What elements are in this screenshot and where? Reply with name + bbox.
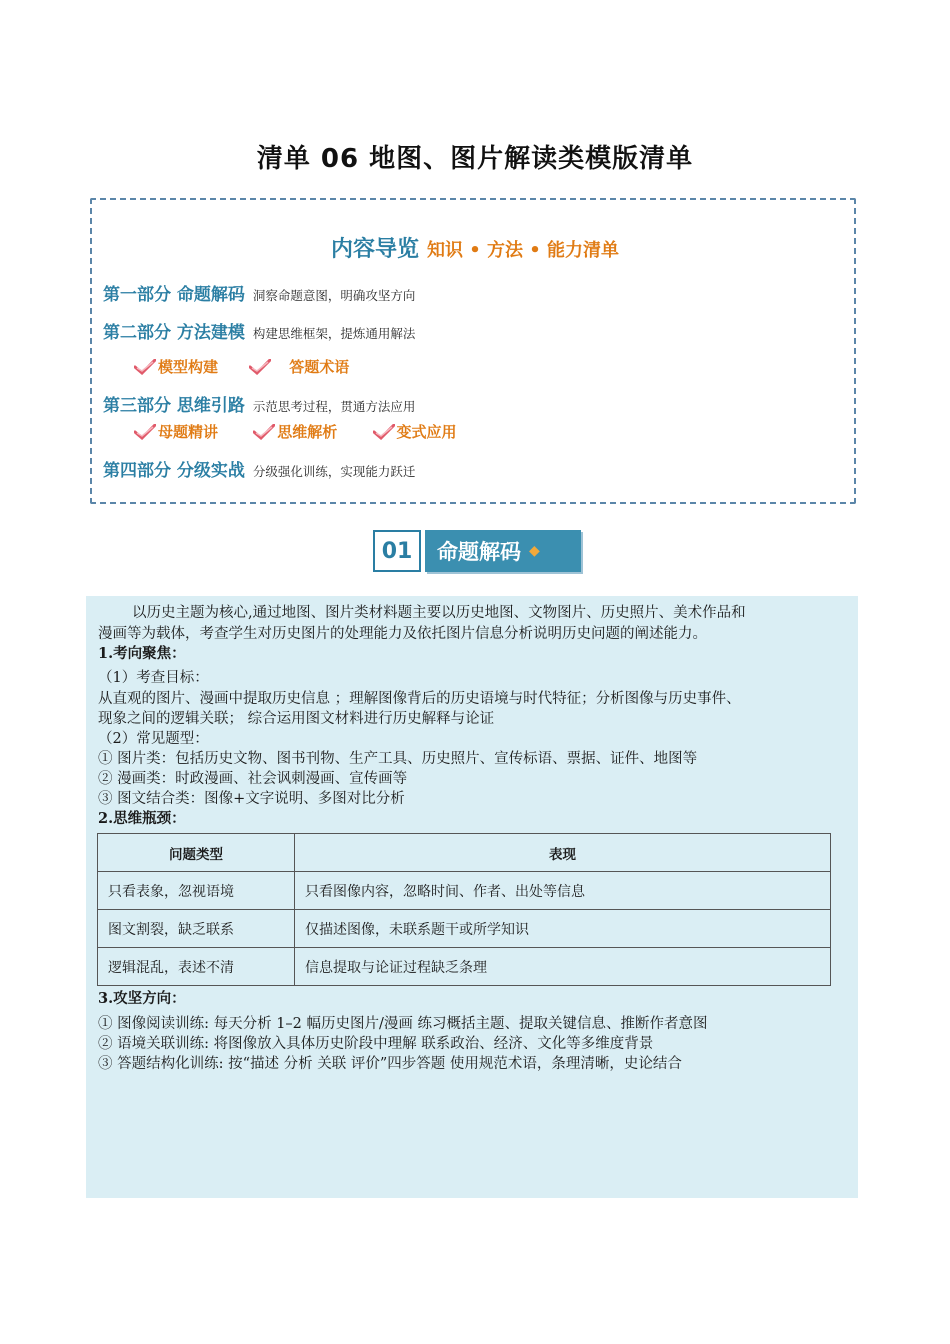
part-3 (103, 391, 415, 416)
check-icon (373, 424, 395, 440)
tag-label: 思维解析 (277, 423, 338, 441)
page-title: 清单 06 地图、图片解读类模版清单 (256, 144, 694, 174)
table-cell: 只看表象，忽视语境 (98, 872, 295, 910)
section-label: 命题解码 (437, 540, 521, 564)
table-row (98, 948, 831, 986)
part-1 (103, 280, 415, 305)
part-2 (103, 318, 415, 343)
diamond-icon: ◆ (529, 543, 540, 559)
table-cell: 逻辑混乱，表述不清 (98, 948, 295, 986)
direction-2: ② 语境关联训练: 将图像放入具体历史阶段中理解 联系政治、经济、文化等多维度背景 (98, 1036, 654, 1052)
part-4-desc: 分级强化训练，实现能力跃迁 (252, 464, 416, 479)
type-3: ③ 图文结合类：图像+文字说明、多图对比分析 (98, 791, 405, 807)
type-1: ① 图片类：包括历史文物、图书刊物、生产工具、历史照片、宣传标语、票据、证件、地图等 (98, 751, 698, 767)
section-badge (373, 530, 581, 572)
table-cell: 只看图像内容，忽略时间、作者、出处等信息 (295, 872, 831, 910)
tag-label: 变式应用 (396, 423, 457, 441)
table-row (98, 910, 831, 948)
guide-title: 内容导览 (330, 237, 419, 262)
tag-label: 模型构建 (158, 358, 219, 376)
tag-label: 母题精讲 (158, 423, 219, 441)
part-4-name: 第四部分 分级实战 (103, 461, 245, 481)
tag-model-build (134, 356, 218, 377)
part-2-tags (134, 356, 349, 379)
tag-answer-terms (249, 356, 349, 377)
part-3-desc: 示范思考过程，贯通方法应用 (252, 399, 416, 414)
intro-line-1: 以历史主题为核心,通过地图、图片类材料题主要以历史地图、文物图片、历史照片、美术作品和 (132, 605, 746, 621)
table-cell: 仅描述图像，未联系题干或所学知识 (295, 910, 831, 948)
part-3-tags (134, 421, 457, 444)
section-number: 01 (373, 530, 421, 572)
bottleneck-table (97, 833, 831, 986)
part-2-desc: 构建思维框架，提炼通用解法 (252, 326, 416, 341)
check-icon (253, 424, 275, 440)
table-header-row (98, 834, 831, 872)
heading-focus: 1.考向聚焦： (98, 645, 186, 662)
table-header: 表现 (295, 834, 831, 872)
goal-line-2: 现象之间的逻辑关联； 综合运用图文材料进行历史解释与论证 (98, 711, 495, 727)
direction-3: ③ 答题结构化训练: 按“描述 分析 关联 评价”四步答题 使用规范术语，条理清晰，史论结合 (98, 1056, 682, 1072)
guide-subtitle: 知识 • 方法 • 能力清单 (426, 240, 620, 261)
tag-variant-apply (373, 421, 457, 442)
sub-goal: （1）考查目标： (98, 670, 209, 686)
direction-1: ① 图像阅读训练: 每天分析 1–2 幅历史图片/漫画 练习概括主题、提取关键信息、推断作者意图 (98, 1016, 708, 1032)
check-icon (134, 359, 156, 375)
goal-line-1: 从直观的图片、漫画中提取历史信息 ；理解图像背后的历史语境与时代特征；分析图像与历史事件、 (98, 691, 741, 707)
part-2-name: 第二部分 方法建模 (103, 323, 245, 343)
table-cell: 信息提取与论证过程缺乏条理 (295, 948, 831, 986)
part-3-name: 第三部分 思维引路 (103, 396, 245, 416)
check-icon (249, 359, 271, 375)
heading-direction: 3.攻坚方向： (98, 990, 186, 1007)
check-icon (134, 424, 156, 440)
intro-line-2: 漫画等为载体，考查学生对历史图片的处理能力及依托图片信息分析说明历史问题的阐述能力。 (98, 626, 707, 642)
table-cell: 图文割裂，缺乏联系 (98, 910, 295, 948)
tag-label: 答题术语 (289, 358, 350, 376)
part-4 (103, 456, 415, 481)
tag-thinking-analysis (253, 421, 337, 442)
part-1-name: 第一部分 命题解码 (103, 285, 245, 305)
tag-mother-question (134, 421, 218, 442)
guide-heading (0, 232, 950, 263)
part-1-desc: 洞察命题意图，明确攻坚方向 (252, 288, 416, 303)
section-label-box (425, 530, 581, 572)
heading-bottleneck: 2.思维瓶颈： (98, 810, 186, 827)
table-row (98, 872, 831, 910)
type-2: ② 漫画类：时政漫画、社会讽刺漫画、宣传画等 (98, 771, 408, 787)
table-header: 问题类型 (98, 834, 295, 872)
sub-types: （2）常见题型： (98, 731, 209, 747)
